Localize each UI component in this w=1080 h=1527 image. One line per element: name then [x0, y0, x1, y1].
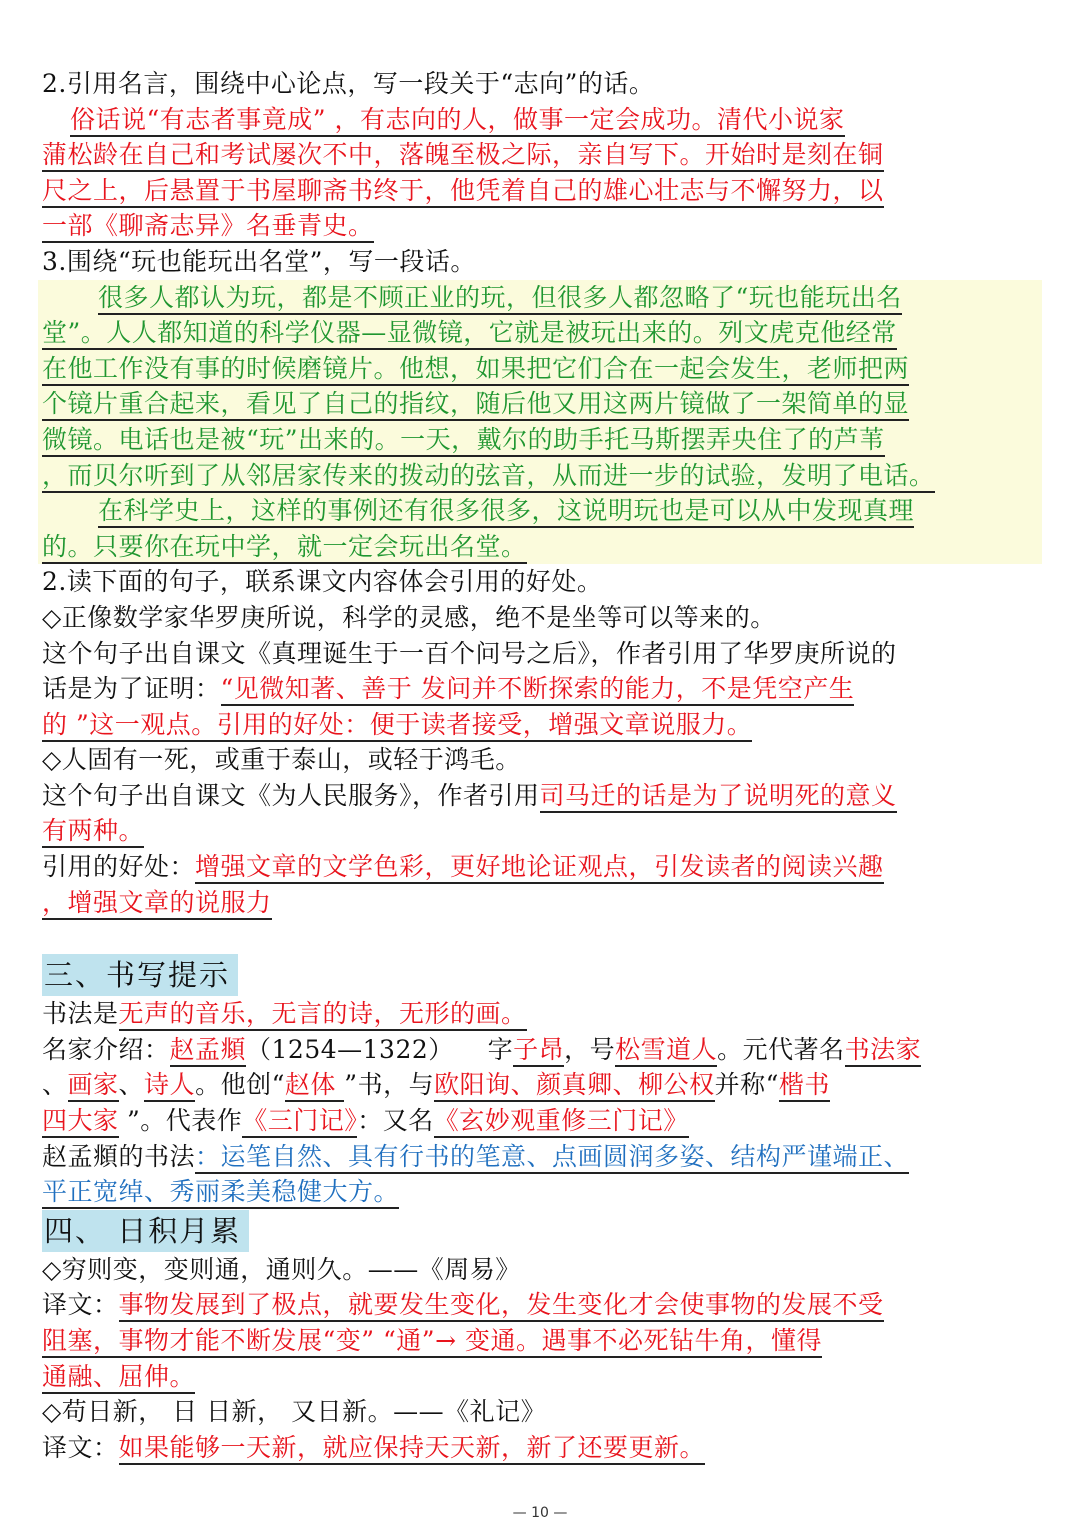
answer-context: 这个句子出自课文《真理诞生于一百个问号之后》，作者引用了华罗庚所说的	[42, 638, 897, 668]
answer-line: 这个句子出自课文《为人民服务》，作者引用司马迁的话是为了说明死的意义	[42, 778, 1038, 814]
answer-line: 很多人都认为玩，都是不顾正业的玩，但很多人都忽略了“玩也能玩出名	[42, 280, 1042, 316]
answer-line: 微镜。电话也是被“玩”出来的。一天，戴尔的助手托马斯摆弄央住了的芦苇	[42, 422, 1042, 458]
answer-line: 个镜片重合起来，看见了自己的指纹，随后他又用这两片镜做了一架简单的显	[42, 386, 1042, 422]
question-prompt: 2.读下面的句子，联系课文内容体会引用的好处。	[42, 567, 603, 597]
quoted-sentence: ◇正像数学家华罗庚所说，科学的灵感，绝不是坐等可以等来的。	[42, 602, 776, 632]
answer-line: 在他工作没有事的时候磨镜片。他想，如果把它们合在一起会发生，老师把两	[42, 351, 1042, 387]
answer-line: 蒲松龄在自己和考试屡次不中，落魄至极之际，亲自写下。开始时是刻在铜	[42, 137, 1038, 173]
page-number: — 10 —	[512, 1505, 568, 1521]
answer-line: 话是为了证明：“见微知著、善于 发问并不断探索的能力，不是凭空产生	[42, 671, 1038, 707]
answer-line: 引用的好处：增强文章的文学色彩，更好地论证观点，引发读者的阅读兴趣	[42, 849, 1038, 885]
answer-line: 堂”。人人都知道的科学仪器—显微镜，它就是被玩出来的。列文虎克他经常	[42, 315, 1042, 351]
answer-line: 在科学史上，这样的事例还有很多很多，这说明玩也是可以从中发现真理	[42, 493, 1042, 529]
calligrapher-intro: 四大家 ”。代表作《三门记》：又名《玄妙观重修三门记》	[42, 1103, 1038, 1139]
question-prompt: 3.围绕“玩也能玩出名堂”，写一段话。	[42, 246, 476, 276]
quoted-sentence: ◇穷则变，变则通，通则久。——《周易》	[42, 1254, 521, 1284]
calligraphy-style: 平正宽绰、秀丽柔美稳健大方。	[42, 1174, 1038, 1210]
answer-line: 尺之上，后悬置于书屋聊斋书终于，他凭着自己的雄心壮志与不懈努力，以	[42, 173, 1038, 209]
answer-line: 的 ”这一观点。引用的好处：便于读者接受，增强文章说服力。	[42, 707, 1038, 743]
answer-line: ，而贝尔听到了从邻居家传来的拨动的弦音，从而进一步的试验，发明了电话。	[42, 458, 1042, 494]
quoted-sentence: ◇人固有一死，或重于泰山，或轻于鸿毛。	[42, 745, 521, 775]
answer-line: 有两种。	[42, 813, 1038, 849]
calligraphy-definition: 书法是无声的音乐，无言的诗，无形的画。	[42, 996, 1038, 1032]
quoted-sentence: ◇苟日新， 日 日新， 又日新。——《礼记》	[42, 1397, 547, 1427]
answer-line: ，增强文章的说服力	[42, 885, 1038, 921]
calligrapher-intro: 、画家、诗人。他创“赵体 ”书，与欧阳询、颜真卿、柳公权并称“楷书	[42, 1067, 1038, 1103]
answer-line: 的。只要你在玩中学，就一定会玩出名堂。	[42, 529, 1042, 565]
answer-line: 一部《聊斋志异》名垂青史。	[42, 208, 1038, 244]
calligraphy-style: 赵孟頫的书法：运笔自然、具有行书的笔意、点画圆润多姿、结构严谨端正、	[42, 1139, 1038, 1175]
section-heading: 四、 日积月累	[42, 1210, 1038, 1252]
translation-line: 译文：如果能够一天新，就应保持天天新，新了还要更新。	[42, 1430, 1038, 1466]
translation-line: 通融、屈伸。	[42, 1359, 1038, 1395]
translation-line: 译文：事物发展到了极点，就要发生变化，发生变化才会使事物的发展不受	[42, 1287, 1038, 1323]
section-heading: 三、书写提示	[42, 954, 1038, 996]
answer-line: 俗话说“有志者事竟成” ，有志向的人，做事一定会成功。清代小说家	[42, 102, 1038, 138]
highlighted-answer-block	[38, 280, 1042, 565]
translation-line: 阻塞，事物才能不断发展“变” “通”→ 变通。遇事不必死钻牛角，懂得	[42, 1323, 1038, 1359]
question-prompt: 2.引用名言，围绕中心论点，写一段关于“志向”的话。	[42, 69, 655, 98]
calligrapher-intro: 名家介绍：赵孟頫（1254—1322） 字子昂，号松雪道人。元代著名书法家	[42, 1032, 1038, 1068]
